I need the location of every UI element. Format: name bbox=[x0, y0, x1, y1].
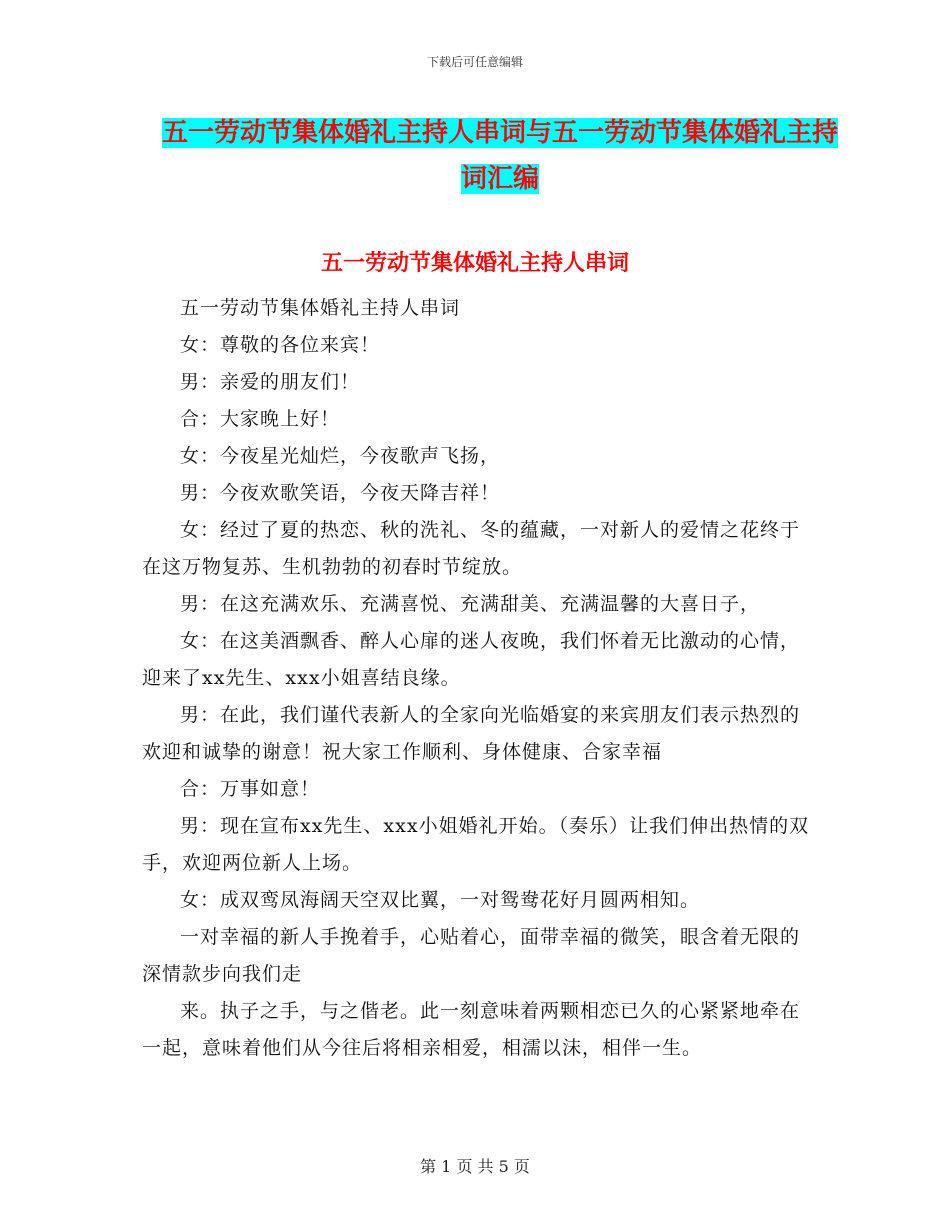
paragraph: 女：尊敬的各位来宾！ bbox=[180, 334, 381, 356]
paragraph: 一对幸福的新人手挽着手，心贴着心，面带幸福的微笑，眼含着无限的深情款步向我们走 bbox=[142, 926, 801, 985]
header-note: 下载后可任意编辑 bbox=[426, 55, 523, 69]
paragraph: 男：在这充满欢乐、充满喜悦、充满甜美、充满温馨的大喜日子， bbox=[180, 593, 761, 615]
paragraph: 来。执子之手，与之偕老。此一刻意味着两颗相恋已久的心紧紧地牵在一起，意味着他们从今往后将相亲相爱，相濡以沫，相伴一生。 bbox=[142, 1000, 801, 1059]
section-title: 五一劳动节集体婚礼主持人串词 bbox=[320, 251, 629, 276]
paragraph: 合：大家晚上好！ bbox=[180, 408, 341, 430]
document-title bbox=[150, 110, 850, 202]
paragraph: 男：在此，我们谨代表新人的全家向光临婚宴的来宾朋友们表示热烈的欢迎和诚挚的谢意！祝大家工作顺利、身体健康、合家幸福 bbox=[142, 704, 801, 763]
paragraph: 女：经过了夏的热恋、秋的洗礼、冬的蕴藏，一对新人的爱情之花终于在这万物复苏、生机勃勃的初春时节绽放。 bbox=[142, 519, 801, 578]
paragraph: 女：成双鸾凤海阔天空双比翼，一对鸳鸯花好月圆两相知。 bbox=[180, 889, 701, 911]
paragraph: 五一劳动节集体婚礼主持人串词 bbox=[180, 297, 461, 319]
paragraph: 男：今夜欢歌笑语，今夜天降吉祥！ bbox=[180, 482, 501, 504]
paragraph: 合：万事如意！ bbox=[180, 778, 321, 800]
paragraph: 男：亲爱的朋友们！ bbox=[180, 371, 361, 393]
page-footer: 第 1 页 共 5 页 bbox=[420, 1157, 530, 1176]
body-text bbox=[142, 290, 810, 1067]
paragraph: 女：在这美酒飘香、醉人心扉的迷人夜晚，我们怀着无比激动的心情，迎来了xx先生、xxx小姐喜结良缘。 bbox=[142, 630, 801, 689]
document-title-text: 五一劳动节集体婚礼主持人串词与五一劳动节集体婚礼主持词汇编 bbox=[161, 118, 838, 194]
paragraph: 男：现在宣布xx先生、xxx小姐婚礼开始。（奏乐）让我们伸出热情的双手，欢迎两位新人上场。 bbox=[142, 815, 810, 874]
paragraph: 女：今夜星光灿烂，今夜歌声飞扬， bbox=[180, 445, 501, 467]
